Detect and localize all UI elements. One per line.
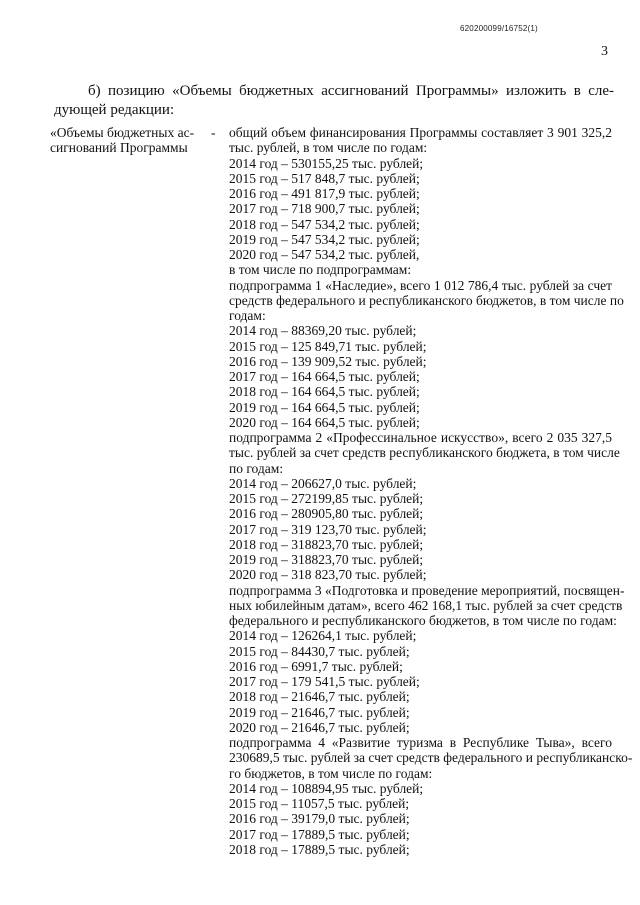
text-line: общий объем финансирования Программы составляет 3 901 325,2 [229,125,612,140]
label-line: сигнований Программы [50,140,188,156]
text-line: 2019 год – 547 534,2 тыс. рублей; [229,231,420,247]
passport-item-text [229,125,633,857]
text-line: в том числе по подпрограммам: [229,262,412,278]
passport-item-label [50,125,200,156]
text-line: 2017 год – 17889,5 тыс. рублей; [229,826,410,842]
text-line: 2017 год – 179 541,5 тыс. рублей; [229,674,420,689]
text-line: 2014 год – 126264,1 тыс. рублей; [229,628,417,644]
text-line: средств федерального и республиканского бюджетов, в том числе по [229,292,624,308]
text-line: годам: [229,308,266,323]
text-line: 2015 год – 125 849,71 тыс. рублей; [229,338,427,354]
intro-paragraph [54,82,614,120]
page-number: 3 [601,44,608,59]
text-line: подпрограмма 3 «Подготовка и проведение мероприятий, посвящен- [229,582,625,598]
text-line: тыс. рублей за счет средств республиканского бюджета, в том числе [229,445,620,461]
text-line: 2018 год – 21646,7 тыс. рублей; [229,689,410,705]
text-line: 2018 год – 547 534,2 тыс. рублей; [229,216,420,232]
text-line: 2015 год – 11057,5 тыс. рублей; [229,796,410,811]
text-line: 2017 год – 164 664,5 тыс. рублей; [229,369,420,384]
text-line: подпрограмма 1 «Наследие», всего 1 012 786,4 тыс. рублей за счет [229,277,612,293]
text-line: 2017 год – 319 123,70 тыс. рублей; [229,521,427,537]
text-line: 2019 год – 164 664,5 тыс. рублей; [229,399,420,415]
intro-line: б) позицию «Объемы бюджетных ассигнований Программы» изложить в сле- [88,83,614,99]
text-line: подпрограмма 2 «Профессинальное искусство», всего 2 035 327,5 [229,430,612,445]
text-line: 2016 год – 139 909,52 тыс. рублей; [229,353,427,369]
text-line: 2016 год – 6991,7 тыс. рублей; [229,658,403,674]
text-line: 2020 год – 547 534,2 тыс. рублей, [229,247,420,262]
text-line: го бюджетов, в том числе по годам: [229,765,433,781]
text-line: 2019 год – 318823,70 тыс. рублей; [229,552,424,567]
text-line: 2020 год – 164 664,5 тыс. рублей; [229,414,420,430]
text-line: 2014 год – 108894,95 тыс. рублей; [229,780,424,796]
text-line: 2014 год – 206627,0 тыс. рублей; [229,475,417,491]
text-line: тыс. рублей, в том числе по годам: [229,140,428,156]
text-line: 2015 год – 84430,7 тыс. рублей; [229,643,410,659]
text-line: 2016 год – 39179,0 тыс. рублей; [229,811,410,827]
text-line: 2020 год – 318 823,70 тыс. рублей; [229,567,427,583]
text-line: 2018 год – 17889,5 тыс. рублей; [229,841,410,857]
text-line: 2015 год – 272199,85 тыс. рублей; [229,491,424,506]
text-line: 2020 год – 21646,7 тыс. рублей; [229,719,410,735]
text-line: ных юбилейным датам», всего 462 168,1 тыс. рублей за счет средств [229,597,623,613]
text-line: 2018 год – 164 664,5 тыс. рублей; [229,384,420,400]
text-line: 2016 год – 280905,80 тыс. рублей; [229,506,424,522]
text-line: подпрограмма 4 «Развитие туризма в Республике Тыва», всего [229,735,612,750]
document-number: 620200099/16752(1) [460,24,538,33]
text-line: по годам: [229,460,284,476]
text-line: 2018 год – 318823,70 тыс. рублей; [229,536,424,552]
label-line: «Объемы бюджетных ас- [50,125,195,140]
text-line: 2014 год – 88369,20 тыс. рублей; [229,323,417,339]
text-line: 2014 год – 530155,25 тыс. рублей; [229,155,424,171]
text-line: 2016 год – 491 817,9 тыс. рублей; [229,186,420,201]
label-dash: - [211,125,216,140]
text-line: 2019 год – 21646,7 тыс. рублей; [229,704,410,720]
text-line: 230689,5 тыс. рублей за счет средств федерального и республиканско- [229,750,633,766]
intro-line: дующей редакции: [54,102,175,118]
text-line: федерального и республиканского бюджетов, в том числе по годам: [229,613,617,628]
text-line: 2015 год – 517 848,7 тыс. рублей; [229,170,420,186]
text-line: 2017 год – 718 900,7 тыс. рублей; [229,201,420,217]
